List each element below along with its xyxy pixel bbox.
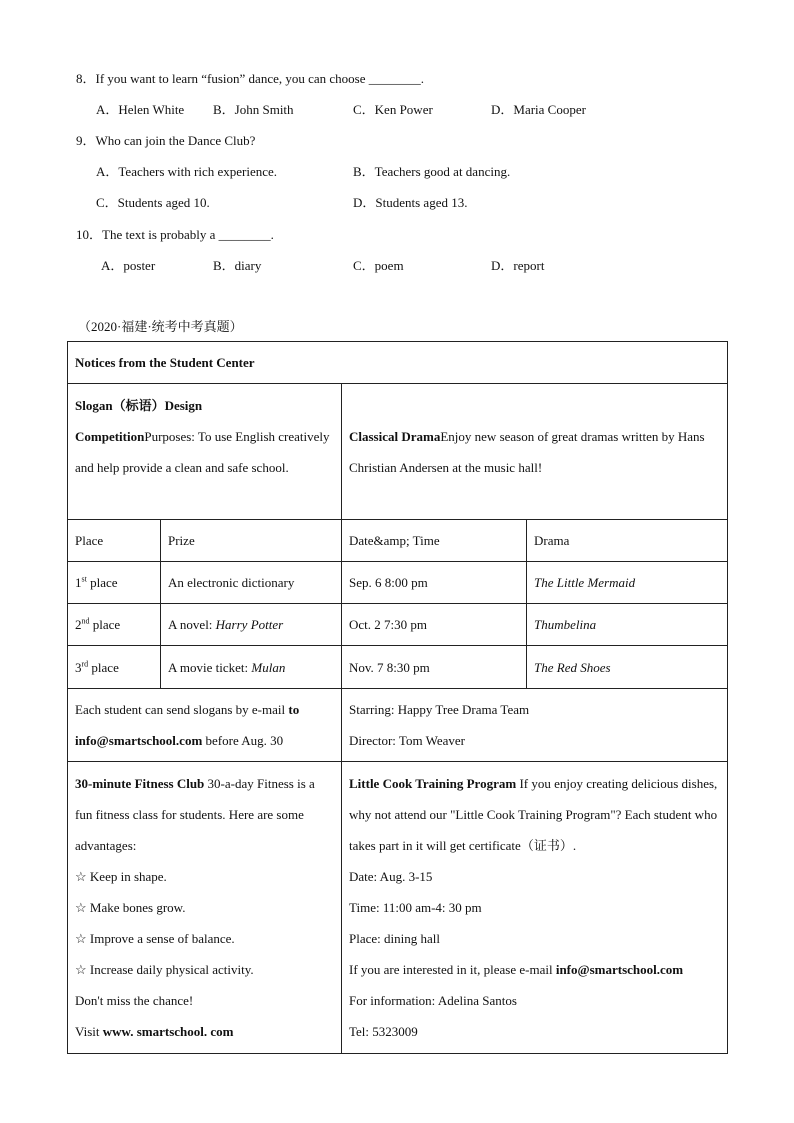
fitness-heading: 30-minute Fitness Club xyxy=(75,776,205,791)
prize-title: Mulan xyxy=(251,659,286,675)
prize-text: A novel: xyxy=(168,617,216,632)
question-9-stem: 9．Who can join the Dance Club? xyxy=(76,133,256,148)
place-suffix: st xyxy=(81,574,87,584)
submission-email: info@smartschool.com xyxy=(75,733,203,748)
drama-director: Director: Tom Weaver xyxy=(349,733,465,748)
table-row xyxy=(68,604,728,646)
q10-option-a: A．poster xyxy=(101,258,156,273)
fitness-description: 30-a-day Fitness is a fun fitness class for students. Here are some advantages: xyxy=(75,776,315,853)
place-cell xyxy=(68,646,161,689)
place-word: place xyxy=(88,659,119,675)
table-header-row xyxy=(68,520,728,562)
fitness-closing: Don't miss the chance! xyxy=(75,993,194,1008)
prize-text: An electronic dictionary xyxy=(168,575,295,590)
q8-option-c: C．Ken Power xyxy=(353,102,433,117)
place-cell xyxy=(68,562,161,604)
fitness-advantage-item: ☆ Increase daily physical activity. xyxy=(75,962,254,977)
drama-cell: Thumbelina xyxy=(527,604,728,646)
source-label: （2020·福建·统考中考真题） xyxy=(78,319,243,334)
q8-option-a: A．Helen White xyxy=(96,102,185,117)
submission-deadline: before Aug. 30 xyxy=(202,733,284,748)
question-10-stem: 10．The text is probably a ________. xyxy=(76,227,274,242)
col-header-place: Place xyxy=(68,520,161,562)
drama-credits-cell xyxy=(342,689,728,762)
q9-option-d: D．Students aged 13. xyxy=(353,195,468,210)
drama-cell: The Red Shoes xyxy=(527,646,728,689)
cook-place: Place: dining hall xyxy=(349,931,440,946)
place-suffix: nd xyxy=(81,616,90,626)
cook-email: info@smartschool.com xyxy=(555,962,684,977)
cook-time: Time: 11:00 am-4: 30 pm xyxy=(349,900,482,915)
cook-program-cell xyxy=(342,762,728,1054)
place-word: place xyxy=(86,575,118,590)
place-suffix: rd xyxy=(81,659,89,669)
fitness-club-cell xyxy=(68,762,342,1054)
table-row xyxy=(68,562,728,604)
place-word: place xyxy=(89,617,121,632)
cook-interest-text: If you are interested in it, please e-mail xyxy=(349,962,556,977)
col-header-drama: Drama xyxy=(527,520,728,562)
q10-option-c: C．poem xyxy=(353,258,404,273)
place-cell xyxy=(68,604,161,646)
fitness-advantage-item: ☆ Improve a sense of balance. xyxy=(75,931,235,946)
datetime-cell: Nov. 7 8:30 pm xyxy=(342,646,527,689)
cook-contact xyxy=(349,954,720,985)
slogan-intro-cell xyxy=(68,384,342,520)
prize-title: Harry Potter xyxy=(215,617,284,632)
place-number: 3 xyxy=(75,659,82,675)
slogan-heading: Slogan（标语）Design xyxy=(75,398,203,413)
notice-table xyxy=(67,341,728,1054)
q8-option-d: D．Maria Cooper xyxy=(491,102,586,117)
col-header-datetime: Date&amp; Time xyxy=(342,520,527,562)
cook-heading: Little Cook Training Program xyxy=(349,776,517,791)
question-8-stem: 8．If you want to learn “fusion” dance, you can choose ________. xyxy=(76,71,425,86)
place-number: 1 xyxy=(75,575,82,590)
drama-cell: The Little Mermaid xyxy=(527,562,728,604)
table-row xyxy=(68,646,728,689)
place-number: 2 xyxy=(75,617,82,632)
fitness-visit-label: Visit xyxy=(75,1024,103,1039)
q8-option-b: B．John Smith xyxy=(213,102,294,117)
datetime-cell: Sep. 6 8:00 pm xyxy=(342,562,527,604)
cook-date: Date: Aug. 3-15 xyxy=(349,869,433,884)
datetime-cell: Oct. 2 7:30 pm xyxy=(342,604,527,646)
submission-to: to xyxy=(288,702,300,717)
drama-starring: Starring: Happy Tree Drama Team xyxy=(349,702,530,717)
drama-heading: Classical Drama xyxy=(349,429,441,444)
prize-cell xyxy=(161,562,342,604)
slogan-submission-cell xyxy=(68,689,342,762)
submission-text: Each student can send slogans by e-mail xyxy=(75,702,289,717)
cook-tel: Tel: 5323009 xyxy=(349,1024,418,1039)
fitness-advantage-item: ☆ Keep in shape. xyxy=(75,869,167,884)
notice-title: Notices from the Student Center xyxy=(75,355,255,370)
drama-intro-cell xyxy=(342,384,728,520)
q10-option-b: B．diary xyxy=(213,258,262,273)
fitness-advantage-item: ☆ Make bones grow. xyxy=(75,900,186,915)
slogan-heading-competition: Competition xyxy=(75,429,145,444)
prize-cell xyxy=(161,646,342,689)
q9-option-b: B．Teachers good at dancing. xyxy=(353,164,511,179)
cook-info: For information: Adelina Santos xyxy=(349,993,517,1008)
q9-option-a: A．Teachers with rich experience. xyxy=(96,164,278,179)
slogan-purpose: Purposes: To use English creatively and help provide a clean and safe school. xyxy=(75,429,330,475)
col-header-prize: Prize xyxy=(161,520,342,562)
q9-option-c: C．Students aged 10. xyxy=(96,195,210,210)
notice-title-cell xyxy=(68,342,728,384)
drama-description: Enjoy new season of great dramas written by Hans Christian Andersen at the music hall! xyxy=(349,429,705,475)
q10-option-d: D．report xyxy=(491,258,545,273)
prize-cell xyxy=(161,604,342,646)
cook-description: If you enjoy creating delicious dishes, why not attend our "Little Cook Training Program"? Each student who takes part in it will get certificate（证书）. xyxy=(349,776,718,853)
fitness-website: www. smartschool. com xyxy=(102,1024,234,1039)
prize-text: A movie ticket: xyxy=(168,659,252,675)
